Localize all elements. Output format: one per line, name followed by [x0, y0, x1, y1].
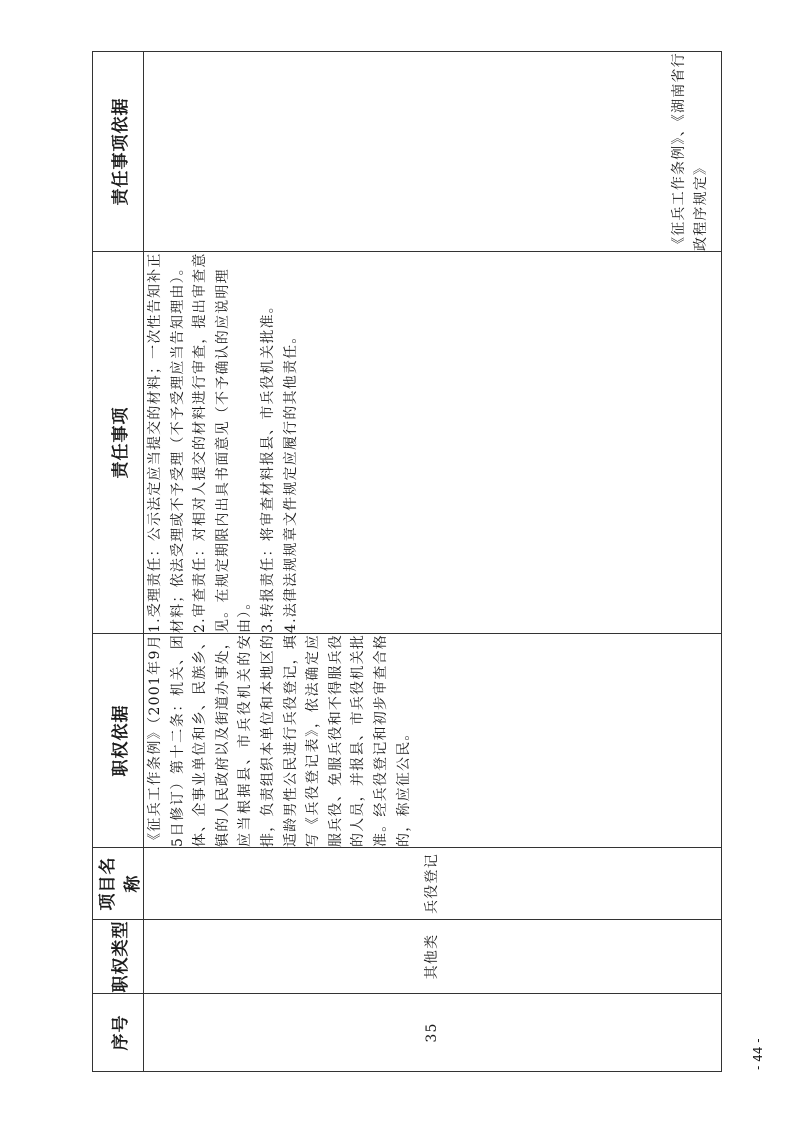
duty-item-4: 4.法律法规规章文件规定应履行的其他责任。 — [282, 328, 299, 633]
table-header-row — [93, 52, 144, 1072]
table-row — [144, 52, 722, 1072]
duty-basis-text: 《征兵工作条例》、《湖南省行政程序规定》 — [670, 52, 710, 251]
duty-item-1: 1.受理责任：公示法定应当提交的材料；一次性告知补正材料；依法受理或不予受理（不予受理应当告知理由）。 — [147, 252, 186, 633]
rotated-table-page — [92, 52, 722, 1072]
header-seq: 序号 — [93, 994, 144, 1072]
duty-item-2: 2.审查责任：对相对人提交的材料进行审查，提出审查意见。在规定期限内出具书面意见（不予确认的应说明理由）。 — [192, 252, 254, 633]
header-duty-items: 责任事项 — [93, 252, 144, 634]
page-number: - 44 - — [751, 1038, 765, 1070]
cell-basis: 《征兵工作条例》（2001年9月5日修订）第十二条：机关、团体、企事业单位和乡、民族乡、镇的人民政府以及街道办事处，应当根据县、市兵役机关的安排，负责组织本单位和本地区的适龄男性公民进行兵役登记，填写《兵役登记表》，依法确定应服兵役、免服兵役和不得服兵役的人员，并报县、市兵役机关批准。经兵役登记和初步审查合格的，称应征公民。 — [144, 634, 722, 848]
header-duty-basis: 责任事项依据 — [93, 52, 144, 252]
cell-duty-items — [144, 252, 722, 634]
cell-category: 其他类 — [144, 920, 722, 994]
cell-seq: 35 — [144, 994, 722, 1072]
cell-duty-basis — [144, 52, 722, 252]
header-name: 项目名称 — [93, 848, 144, 920]
duty-item-3: 3.转报责任：将审查材料报县、市兵役机关批准。 — [259, 298, 276, 633]
header-category: 职权类型 — [93, 920, 144, 994]
header-basis: 职权依据 — [93, 634, 144, 848]
duty-table — [92, 51, 722, 1072]
cell-name: 兵役登记 — [144, 848, 722, 920]
